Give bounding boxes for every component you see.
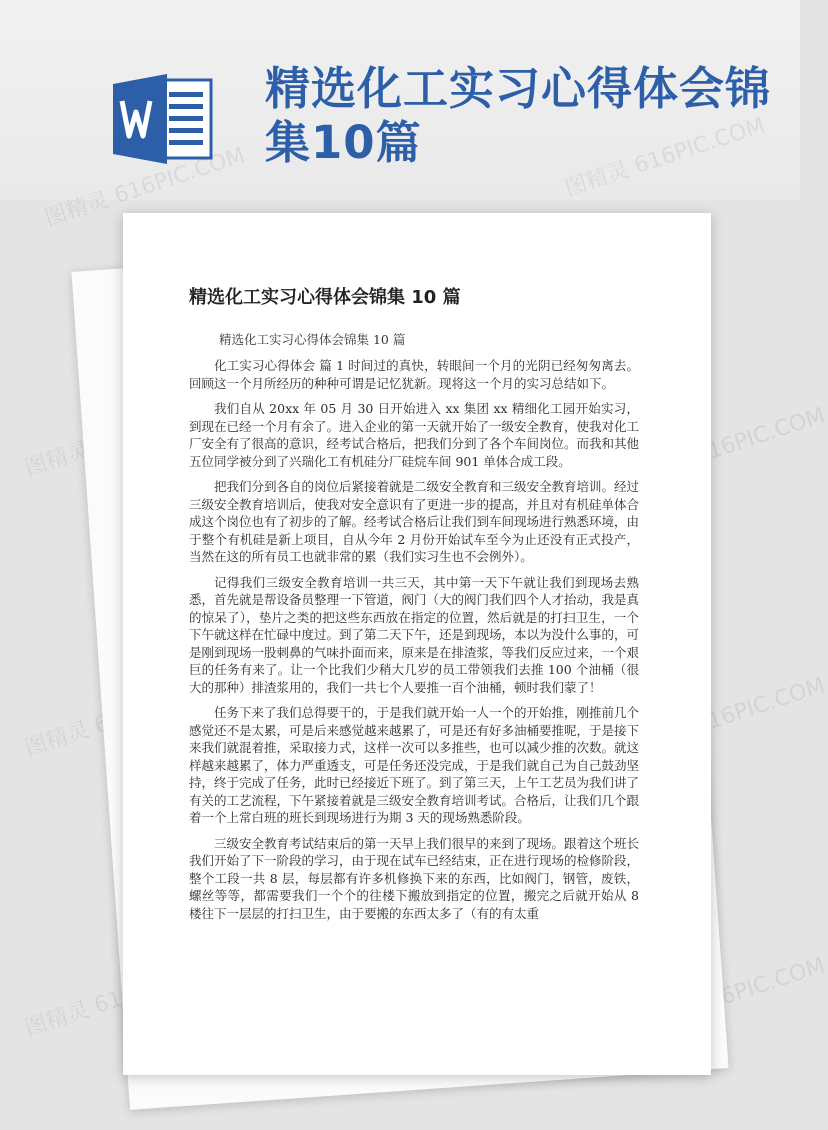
paragraph: 记得我们三级安全教育培训一共三天，其中第一天下午就让我们到现场去熟悉，首先就是帮设备员整理一下管道，阀门（大的阀门我们四个人才抬动，我是真的惊呆了），垫片之类的把这些东西放在指定的位置，然后就是的打扫卫生，一个下午就这样在忙碌中度过。到了第二天下午，还是到现场，本以为没什么事的，可是刚到现场一股刺鼻的气味扑面而来，原来是在排渣浆，等我们反应过来，一个艰巨的任务有来了。让一个比我们少稍大几岁的员工带领我们去推 100 个油桶（很大的那种）排渣浆用的，我们一共七个人要推一百个油桶，顿时我们蒙了！ [189,574,640,695]
paragraph: 三级安全教育考试结束后的第一天早上我们很早的来到了现场。跟着这个班长我们开始了下一阶段的学习，由于现在试车已经结束，正在进行现场的检修阶段，整个工段一共 8 层，每层都有许多机修换下来的东西，比如阀门，钢管，废铁，螺丝等等，都需要我们一个个的往楼下搬放到指定的位置，搬完之后就开始从 8 楼往下一层层的打扫卫生，由于要搬的东西太多了（有的有太重 [189,835,640,921]
paragraph: 任务下来了我们总得要干的，于是我们就开始一人一个的开始推，刚推前几个感觉还不是太累，可是后来感觉越来越累了，可是还有好多油桶要推呢，于是接下来我们就混着推，采取接力式，这样一次可以多推些，也可以减少推的次数。就这样越来越累了，体力严重透支，可是任务还没完成，于是我们就自己为自己鼓劲坚持，终于完成了任务，此时已经接近下班了。到了第三天，上午工艺员为我们讲了有关的工艺流程，下午紧接着就是三级安全教育培训考试。合格后，让我们几个跟着一个上常白班的班长到现场进行为期 3 天的现场熟悉阶段。 [189,705,640,825]
watermark: 图精灵 [21,997,93,1042]
paragraph: 把我们分到各自的岗位后紧接着就是二级安全教育和三级安全教育培训。经过三级安全教育培训后，使我对安全意识有了更进一步的提高，并且对有机硅单体合成这个岗位也有了初步的了解。经考试合格后让我们到车间现场进行熟悉环境，由于整个有机硅是新上项目，自从今年 2 月份开始试车至今为止还没有正式投产，当然在这的所有员工也就非常的累（我们实习生也不会例外）。 [189,479,640,564]
paragraph: 我们自从 20xx 年 05 月 30 日开始进入 xx 集团 xx 精细化工园开始实习，到现在已经一个月有余了。进入企业的第一天就开始了一级安全教育，使我对化工厂安全有了很高的意识，经考试合格后，把我们分到了各个车间岗位。而我和其他五位同学被分到了兴瑞化工有机硅分厂硅烷车间 901 单体合成工段。 [189,401,640,469]
paragraph: 化工实习心得体会 篇 1 时间过的真快，转眼间一个月的光阴已经匆匆离去。回顾这一个月所经历的种种可谓是记忆犹新。现将这一个月的实习总结如下。 [189,358,639,391]
watermark: 图精灵 616PIC.COM [621,403,828,492]
word-document-icon [113,74,213,164]
document-page [123,213,711,1075]
document-title: 精选化工实习心得体会锦集 10 篇 [189,287,461,308]
watermark: 图精灵 [21,717,93,762]
watermark: 图精灵 [21,437,93,482]
banner-title: 精选化工实习心得体会锦集10篇 [265,62,772,169]
document-subtitle: 精选化工实习心得体会锦集 10 篇 [219,332,406,347]
document-body [189,357,639,930]
banner [0,0,800,200]
watermark: 图精灵 616PIC.COM [621,953,828,1042]
watermark: 图精灵 616PIC.COM [621,673,828,762]
